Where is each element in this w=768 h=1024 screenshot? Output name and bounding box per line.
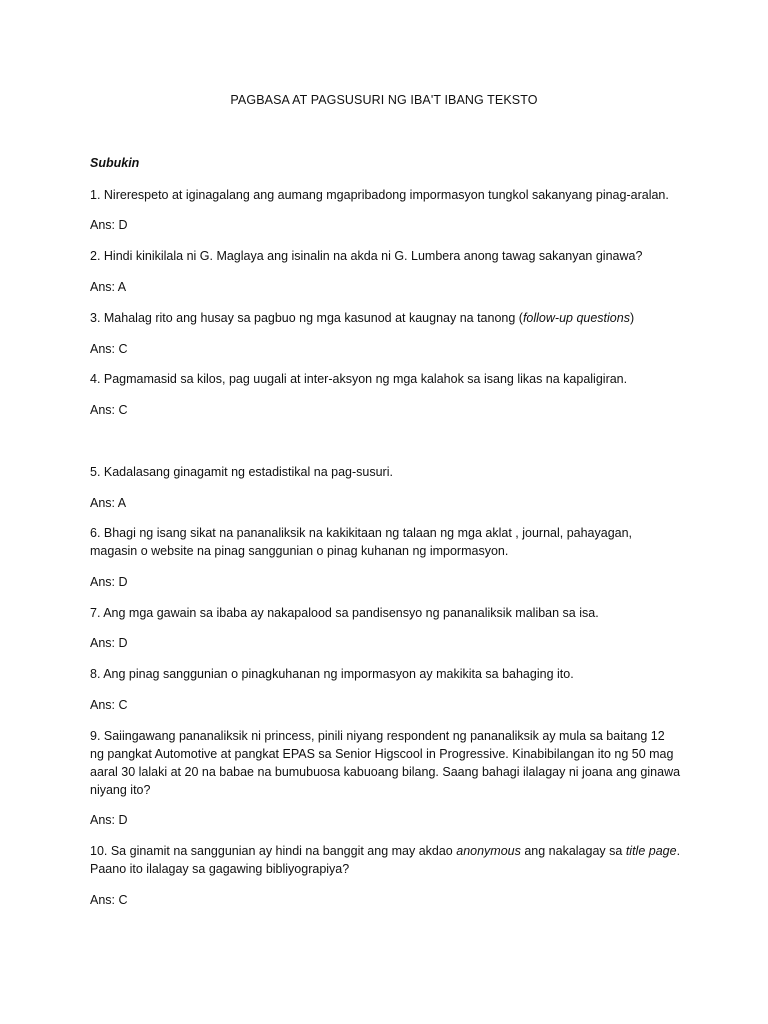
question-10-text-c: . [676,844,681,858]
question-6-line-1: 6. Bhagi ng isang sikat na pananaliksik na kakikitaan ng talaan ng mga aklat , journal, pahayagan, [90,526,633,540]
question-10-text-a: 10. Sa ginamit na sanggunian ay hindi na banggit ang may akdao [90,844,457,858]
answer-8: Ans: C [90,698,128,712]
answer-3: Ans: C [90,342,128,356]
question-1: 1. Nirerespeto at iginagalang ang aumang mgapribadong impormasyon tungkol sakanyang pinag-aralan. [90,188,669,202]
question-9-line-1: 9. Saiingawang pananaliksik ni princess, pinili niyang respondent ng pananaliksik ay mula sa baitang 12 [90,729,665,743]
question-9-line-2: ng pangkat Automotive at pangkat EPAS sa Senior Higscool in Progressive. Kinabibilangan ito ng 50 mag [90,747,674,761]
document-title: PAGBASA AT PAGSUSURI NG IBA'T IBANG TEKSTO [230,93,538,107]
section-heading: Subukin [90,156,140,170]
question-7: 7. Ang mga gawain sa ibaba ay nakapalood sa pandisensyo ng pananaliksik maliban sa isa. [90,606,599,620]
question-10-text-b: ang nakalagay sa [520,844,626,858]
answer-7: Ans: D [90,636,128,650]
answer-4: Ans: C [90,403,128,417]
question-10-emphasis-2: title page [625,844,677,858]
question-2: 2. Hindi kinikilala ni G. Maglaya ang isinalin na akda ni G. Lumbera anong tawag sakanyan ginawa? [90,249,643,263]
question-5: 5. Kadalasang ginagamit ng estadistikal na pag-susuri. [90,465,393,479]
question-3-emphasis: follow-up questions [522,311,630,325]
question-10-emphasis-1: anonymous [456,844,521,858]
question-3 [90,309,690,327]
answer-1: Ans: D [90,218,128,232]
question-3-text: 3. Mahalag rito ang husay sa pagbuo ng mga kasunod at kaugnay na tanong ( [90,311,523,325]
question-3-close: ) [629,311,635,325]
question-9-line-4: niyang ito? [90,783,151,797]
answer-9: Ans: D [90,813,128,827]
answer-2: Ans: A [90,280,127,294]
question-8: 8. Ang pinag sanggunian o pinagkuhanan ng impormasyon ay makikita sa bahaging ito. [90,667,574,681]
question-4: 4. Pagmamasid sa kilos, pag uugali at inter-aksyon ng mga kalahok sa isang likas na kapaligiran. [90,372,628,386]
answer-10: Ans: C [90,893,128,907]
question-10-line-1 [90,842,690,860]
question-10-line-2: Paano ito ilalagay sa gagawing bibliyograpiya? [90,862,350,876]
answer-6: Ans: D [90,575,128,589]
question-9-line-3: aaral 30 lalaki at 20 na babae na bumubuosa kabuoang bilang. Saang bahagi ilalagay ni joana ang ginawa [90,765,681,779]
answer-5: Ans: A [90,496,127,510]
question-6-line-2: magasin o website na pinag sanggunian o pinag kuhanan ng impormasyon. [90,544,509,558]
